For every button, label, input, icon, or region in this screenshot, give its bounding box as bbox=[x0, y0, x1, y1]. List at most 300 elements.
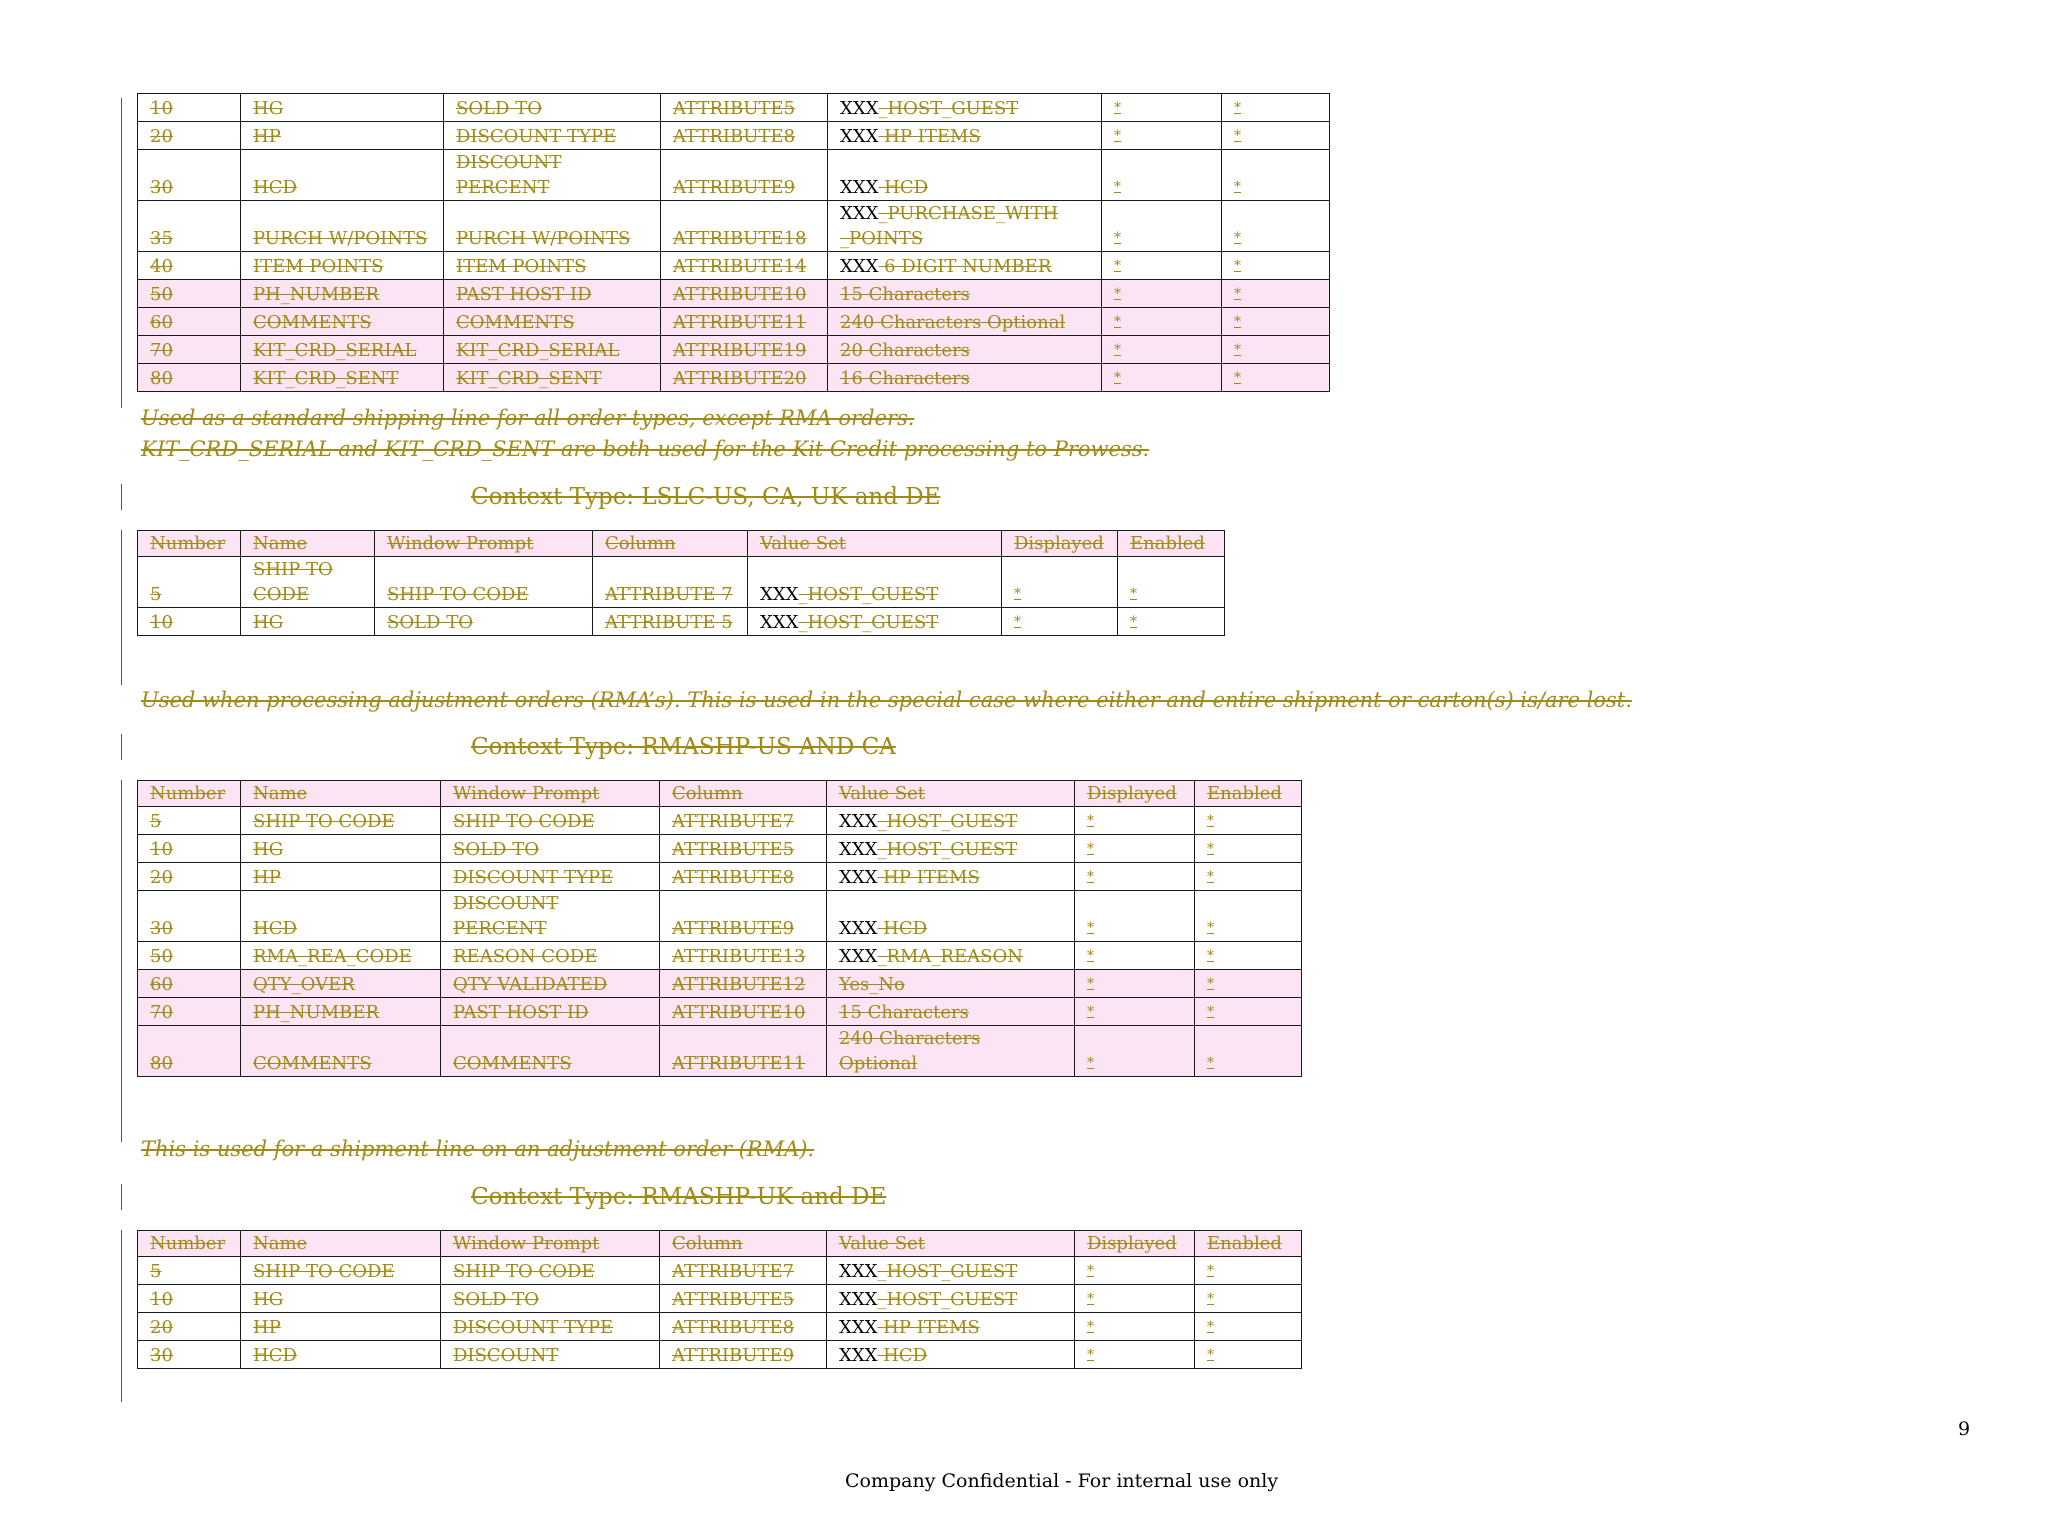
cell-enabled bbox=[1195, 891, 1302, 942]
cell-num bbox=[138, 280, 241, 308]
cell-enabled bbox=[1118, 557, 1225, 608]
table-row bbox=[138, 891, 1302, 942]
cell-vs bbox=[827, 970, 1075, 998]
cell-enabled bbox=[1222, 94, 1330, 122]
cell-value: PH_NUMBER bbox=[253, 1002, 380, 1023]
cell-value: 20 bbox=[150, 1317, 173, 1338]
table-row bbox=[138, 150, 1330, 201]
cell-vs bbox=[828, 364, 1102, 392]
change-bar bbox=[121, 1184, 122, 1210]
cell-value: DISCOUNT TYPE bbox=[453, 867, 614, 888]
cell-value: DISCOUNT PERCENT bbox=[456, 152, 562, 198]
value-set-prefix: XXX bbox=[840, 256, 879, 277]
cell-value: 30 bbox=[150, 177, 173, 198]
cell-value: REASON CODE bbox=[453, 946, 598, 967]
change-bar bbox=[121, 530, 122, 685]
displayed-flag: * bbox=[1087, 869, 1094, 885]
header-cell-disp bbox=[1075, 781, 1195, 807]
cell-value: ATTRIBUTE14 bbox=[673, 256, 807, 277]
change-bar bbox=[121, 98, 122, 408]
cell-value: ATTRIBUTE 7 bbox=[605, 584, 733, 605]
cell-value: 30 bbox=[150, 1345, 173, 1366]
table-row bbox=[138, 280, 1330, 308]
cell-prompt bbox=[444, 150, 661, 201]
header-cell-enabled bbox=[1195, 1231, 1302, 1257]
displayed-flag: * bbox=[1114, 342, 1121, 358]
cell-prompt bbox=[375, 557, 593, 608]
header-cell-enabled bbox=[1118, 531, 1225, 557]
cell-name bbox=[241, 942, 441, 970]
cell-value: PAST HOST ID bbox=[453, 1002, 589, 1023]
cell-prompt bbox=[441, 1313, 660, 1341]
cell-num bbox=[138, 122, 241, 150]
value-set: 6 DIGIT NUMBER bbox=[878, 256, 1052, 277]
cell-value: ATTRIBUTE12 bbox=[672, 974, 806, 995]
cell-disp bbox=[1002, 557, 1118, 608]
cell-name bbox=[241, 863, 441, 891]
enabled-flag: * bbox=[1234, 100, 1241, 116]
cell-disp bbox=[1102, 150, 1222, 201]
value-set-prefix: XXX bbox=[840, 98, 879, 119]
enabled-flag: * bbox=[1207, 1347, 1214, 1363]
table-row bbox=[138, 1026, 1302, 1077]
cell-name bbox=[241, 336, 444, 364]
cell-value: 10 bbox=[150, 612, 173, 633]
cell-enabled bbox=[1195, 1313, 1302, 1341]
cell-num bbox=[138, 891, 241, 942]
cell-value: HCD bbox=[253, 1345, 297, 1366]
context-type-heading: Context Type: LSLC-US, CA, UK and DE bbox=[471, 484, 941, 510]
cell-value: PURCH W/POINTS bbox=[456, 228, 631, 249]
cell-name bbox=[241, 252, 444, 280]
enabled-flag: * bbox=[1234, 179, 1241, 195]
cell-vs bbox=[828, 94, 1102, 122]
cell-column bbox=[660, 1257, 827, 1285]
table-header-row bbox=[138, 1231, 1302, 1257]
cell-value: ITEM POINTS bbox=[253, 256, 384, 277]
cell-num bbox=[138, 252, 241, 280]
header-label: Name bbox=[253, 533, 308, 554]
cell-disp bbox=[1102, 308, 1222, 336]
cell-disp bbox=[1002, 608, 1118, 636]
cell-column bbox=[661, 308, 828, 336]
cell-value: ATTRIBUTE18 bbox=[673, 228, 807, 249]
cell-value: 35 bbox=[150, 228, 173, 249]
value-set-prefix: XXX bbox=[839, 918, 878, 939]
cell-vs bbox=[828, 122, 1102, 150]
header-cell-name bbox=[241, 781, 441, 807]
cell-value: SOLD TO bbox=[453, 839, 539, 860]
cell-column bbox=[660, 998, 827, 1026]
cell-enabled bbox=[1118, 608, 1225, 636]
cell-value: 20 bbox=[150, 126, 173, 147]
cell-value: COMMENTS bbox=[453, 1053, 572, 1074]
header-label: Number bbox=[150, 783, 226, 804]
header-cell-name bbox=[241, 1231, 441, 1257]
cell-num bbox=[138, 1313, 241, 1341]
cell-disp bbox=[1075, 1341, 1195, 1369]
cell-column bbox=[661, 94, 828, 122]
cell-num bbox=[138, 150, 241, 201]
cell-disp bbox=[1102, 280, 1222, 308]
cell-value: ATTRIBUTE19 bbox=[673, 340, 807, 361]
enabled-flag: * bbox=[1234, 230, 1241, 246]
cell-name bbox=[241, 891, 441, 942]
cell-value: HP bbox=[253, 126, 281, 147]
enabled-flag: * bbox=[1234, 128, 1241, 144]
table-row bbox=[138, 364, 1330, 392]
cell-vs bbox=[827, 1026, 1075, 1077]
cell-prompt bbox=[441, 863, 660, 891]
table-header-row bbox=[138, 781, 1302, 807]
cell-value: KIT_CRD_SENT bbox=[253, 368, 399, 389]
change-bar bbox=[121, 1230, 122, 1402]
cell-disp bbox=[1102, 201, 1222, 252]
table-row bbox=[138, 1257, 1302, 1285]
value-set-prefix: XXX bbox=[839, 1261, 878, 1282]
cell-value: SHIP TO CODE bbox=[253, 559, 333, 605]
value-set: _HOST_GUEST bbox=[877, 839, 1018, 860]
cell-value: 60 bbox=[150, 974, 173, 995]
table-row bbox=[138, 557, 1225, 608]
cell-num bbox=[138, 1026, 241, 1077]
enabled-flag: * bbox=[1234, 342, 1241, 358]
displayed-flag: * bbox=[1087, 841, 1094, 857]
cell-value: KIT_CRD_SENT bbox=[456, 368, 602, 389]
header-label: Enabled bbox=[1130, 533, 1205, 554]
cell-vs bbox=[827, 942, 1075, 970]
cell-enabled bbox=[1222, 122, 1330, 150]
cell-disp bbox=[1102, 252, 1222, 280]
cell-vs bbox=[828, 201, 1102, 252]
cell-disp bbox=[1075, 1026, 1195, 1077]
cell-value: HCD bbox=[253, 918, 297, 939]
header-label: Value Set bbox=[839, 1233, 926, 1254]
value-set: HCD bbox=[877, 1345, 928, 1366]
header-label: Column bbox=[672, 1233, 743, 1254]
cell-vs bbox=[827, 1285, 1075, 1313]
cell-enabled bbox=[1222, 308, 1330, 336]
cell-vs bbox=[828, 252, 1102, 280]
cell-disp bbox=[1075, 835, 1195, 863]
header-cell-num bbox=[138, 781, 241, 807]
value-set: Yes_No bbox=[839, 974, 905, 995]
displayed-flag: * bbox=[1114, 179, 1121, 195]
cell-value: 50 bbox=[150, 284, 173, 305]
cell-value: 30 bbox=[150, 918, 173, 939]
value-set-prefix: XXX bbox=[839, 1317, 878, 1338]
cell-prompt bbox=[441, 1026, 660, 1077]
cell-prompt bbox=[441, 998, 660, 1026]
table-rmaship-us bbox=[137, 780, 1302, 1077]
cell-value: SOLD TO bbox=[453, 1289, 539, 1310]
table-row bbox=[138, 835, 1302, 863]
cell-value: QTY VALIDATED bbox=[453, 974, 608, 995]
table-row bbox=[138, 807, 1302, 835]
displayed-flag: * bbox=[1114, 100, 1121, 116]
cell-enabled bbox=[1222, 252, 1330, 280]
cell-column bbox=[660, 1285, 827, 1313]
cell-name bbox=[241, 280, 444, 308]
value-set-prefix: XXX bbox=[840, 126, 879, 147]
cell-vs bbox=[827, 891, 1075, 942]
value-set: _HOST_GUEST bbox=[798, 612, 939, 633]
displayed-flag: * bbox=[1114, 286, 1121, 302]
cell-enabled bbox=[1222, 280, 1330, 308]
cell-column bbox=[661, 150, 828, 201]
cell-disp bbox=[1102, 364, 1222, 392]
cell-enabled bbox=[1195, 807, 1302, 835]
enabled-flag: * bbox=[1234, 286, 1241, 302]
cell-enabled bbox=[1195, 1257, 1302, 1285]
cell-column bbox=[660, 807, 827, 835]
cell-column bbox=[661, 201, 828, 252]
table-row bbox=[138, 998, 1302, 1026]
cell-value: DISCOUNT TYPE bbox=[453, 1317, 614, 1338]
cell-value: 70 bbox=[150, 1002, 173, 1023]
cell-num bbox=[138, 201, 241, 252]
value-set: 20 Characters bbox=[840, 340, 970, 361]
cell-value: ATTRIBUTE5 bbox=[672, 1289, 795, 1310]
value-set-prefix: XXX bbox=[839, 867, 878, 888]
cell-disp bbox=[1075, 942, 1195, 970]
displayed-flag: * bbox=[1114, 258, 1121, 274]
cell-num bbox=[138, 1341, 241, 1369]
cell-vs bbox=[827, 1257, 1075, 1285]
cell-num bbox=[138, 970, 241, 998]
cell-vs bbox=[828, 308, 1102, 336]
cell-num bbox=[138, 557, 241, 608]
cell-value: 70 bbox=[150, 340, 173, 361]
displayed-flag: * bbox=[1087, 976, 1094, 992]
cell-disp bbox=[1102, 122, 1222, 150]
enabled-flag: * bbox=[1207, 813, 1214, 829]
displayed-flag: * bbox=[1087, 1004, 1094, 1020]
header-cell-prompt bbox=[375, 531, 593, 557]
change-bar bbox=[121, 780, 122, 1142]
table-row bbox=[138, 201, 1330, 252]
value-set-prefix: XXX bbox=[839, 811, 878, 832]
header-cell-num bbox=[138, 531, 241, 557]
cell-value: ATTRIBUTE7 bbox=[672, 811, 795, 832]
table-row bbox=[138, 94, 1330, 122]
cell-value: DISCOUNT PERCENT bbox=[453, 893, 559, 939]
value-set-prefix: XXX bbox=[839, 1345, 878, 1366]
table-row bbox=[138, 1341, 1302, 1369]
header-cell-enabled bbox=[1195, 781, 1302, 807]
cell-value: SOLD TO bbox=[387, 612, 473, 633]
cell-value: 5 bbox=[150, 811, 162, 832]
cell-value: RMA_REA_CODE bbox=[253, 946, 412, 967]
cell-value: PAST HOST ID bbox=[456, 284, 592, 305]
value-set: HCD bbox=[877, 918, 928, 939]
header-label: Enabled bbox=[1207, 783, 1282, 804]
value-set-prefix: XXX bbox=[839, 1289, 878, 1310]
usage-note: Used as a standard shipping line for all order types, except RMA orders. bbox=[141, 406, 915, 430]
cell-value: SHIP TO CODE bbox=[453, 811, 595, 832]
cell-disp bbox=[1102, 94, 1222, 122]
header-cell-prompt bbox=[441, 1231, 660, 1257]
cell-value: 80 bbox=[150, 368, 173, 389]
cell-value: 10 bbox=[150, 98, 173, 119]
cell-value: ATTRIBUTE10 bbox=[673, 284, 807, 305]
cell-name bbox=[241, 1285, 441, 1313]
header-cell-num bbox=[138, 1231, 241, 1257]
cell-name bbox=[241, 1313, 441, 1341]
enabled-flag: * bbox=[1207, 869, 1214, 885]
cell-name bbox=[241, 150, 444, 201]
enabled-flag: * bbox=[1130, 586, 1137, 602]
cell-value: SHIP TO CODE bbox=[387, 584, 529, 605]
cell-num bbox=[138, 863, 241, 891]
enabled-flag: * bbox=[1207, 1263, 1214, 1279]
usage-note: Used when processing adjustment orders (RMA’s). This is used in the special case where either and entire shipment or carton(s) is/are lost. bbox=[141, 688, 1632, 712]
header-cell-vs bbox=[827, 1231, 1075, 1257]
table-header-row bbox=[138, 531, 1225, 557]
cell-enabled bbox=[1195, 1026, 1302, 1077]
displayed-flag: * bbox=[1114, 314, 1121, 330]
cell-disp bbox=[1075, 1257, 1195, 1285]
cell-prompt bbox=[441, 835, 660, 863]
value-set: HP ITEMS bbox=[877, 1317, 980, 1338]
cell-enabled bbox=[1222, 201, 1330, 252]
cell-value: QTY_OVER bbox=[253, 974, 355, 995]
cell-num bbox=[138, 1285, 241, 1313]
header-label: Column bbox=[672, 783, 743, 804]
cell-prompt bbox=[441, 807, 660, 835]
header-label: Number bbox=[150, 1233, 226, 1254]
cell-value: HG bbox=[253, 1289, 284, 1310]
cell-value: HG bbox=[253, 839, 284, 860]
value-set: _RMA_REASON bbox=[877, 946, 1023, 967]
value-set: HCD bbox=[878, 177, 929, 198]
displayed-flag: * bbox=[1114, 370, 1121, 386]
cell-prompt bbox=[444, 122, 661, 150]
cell-value: ATTRIBUTE11 bbox=[672, 1053, 806, 1074]
table-rmaship-uk bbox=[137, 1230, 1302, 1369]
value-set-prefix: XXX bbox=[840, 203, 879, 224]
change-bar bbox=[121, 484, 122, 510]
cell-prompt bbox=[444, 364, 661, 392]
cell-num bbox=[138, 807, 241, 835]
cell-value: ATTRIBUTE5 bbox=[673, 98, 796, 119]
cell-enabled bbox=[1195, 998, 1302, 1026]
enabled-flag: * bbox=[1207, 920, 1214, 936]
page-number: 9 bbox=[1958, 1418, 1971, 1440]
cell-disp bbox=[1075, 807, 1195, 835]
cell-value: ATTRIBUTE8 bbox=[673, 126, 796, 147]
cell-disp bbox=[1075, 863, 1195, 891]
table-lslc bbox=[137, 530, 1225, 636]
cell-prompt bbox=[444, 252, 661, 280]
enabled-flag: * bbox=[1207, 1319, 1214, 1335]
cell-value: ATTRIBUTE8 bbox=[672, 1317, 795, 1338]
cell-vs bbox=[827, 1341, 1075, 1369]
value-set: _HOST_GUEST bbox=[877, 1289, 1018, 1310]
table-row bbox=[138, 970, 1302, 998]
header-cell-column bbox=[660, 781, 827, 807]
cell-vs bbox=[828, 150, 1102, 201]
cell-column bbox=[661, 252, 828, 280]
cell-value: HP bbox=[253, 867, 281, 888]
header-label: Column bbox=[605, 533, 676, 554]
cell-prompt bbox=[441, 1257, 660, 1285]
cell-num bbox=[138, 364, 241, 392]
cell-prompt bbox=[444, 94, 661, 122]
displayed-flag: * bbox=[1087, 1347, 1094, 1363]
value-set: 15 Characters bbox=[840, 284, 970, 305]
cell-value: ATTRIBUTE5 bbox=[672, 839, 795, 860]
cell-enabled bbox=[1195, 1285, 1302, 1313]
value-set: HP ITEMS bbox=[878, 126, 981, 147]
cell-vs bbox=[827, 863, 1075, 891]
header-cell-prompt bbox=[441, 781, 660, 807]
value-set-prefix: XXX bbox=[760, 612, 799, 633]
table-row bbox=[138, 1313, 1302, 1341]
header-label: Value Set bbox=[839, 783, 926, 804]
change-bar bbox=[121, 734, 122, 760]
cell-value: SHIP TO CODE bbox=[253, 811, 395, 832]
cell-disp bbox=[1075, 891, 1195, 942]
cell-value: KIT_CRD_SERIAL bbox=[456, 340, 620, 361]
header-label: Number bbox=[150, 533, 226, 554]
table-continuation bbox=[137, 93, 1330, 392]
usage-note: KIT_CRD_SERIAL and KIT_CRD_SENT are both used for the Kit Credit processing to Prowess. bbox=[141, 437, 1150, 461]
cell-enabled bbox=[1195, 942, 1302, 970]
cell-num bbox=[138, 998, 241, 1026]
cell-num bbox=[138, 942, 241, 970]
cell-enabled bbox=[1195, 1341, 1302, 1369]
cell-value: ATTRIBUTE9 bbox=[673, 177, 796, 198]
value-set: 240 Characters Optional bbox=[839, 1028, 981, 1074]
cell-name bbox=[241, 122, 444, 150]
enabled-flag: * bbox=[1234, 370, 1241, 386]
header-label: Enabled bbox=[1207, 1233, 1282, 1254]
cell-name bbox=[241, 835, 441, 863]
displayed-flag: * bbox=[1087, 1263, 1094, 1279]
cell-value: ATTRIBUTE8 bbox=[672, 867, 795, 888]
value-set: _HOST_GUEST bbox=[798, 584, 939, 605]
value-set-prefix: XXX bbox=[839, 839, 878, 860]
cell-value: 50 bbox=[150, 946, 173, 967]
cell-column bbox=[660, 835, 827, 863]
cell-enabled bbox=[1195, 835, 1302, 863]
value-set: _HOST_GUEST bbox=[878, 98, 1019, 119]
cell-column bbox=[660, 1026, 827, 1077]
displayed-flag: * bbox=[1087, 813, 1094, 829]
cell-column bbox=[593, 608, 748, 636]
value-set-prefix: XXX bbox=[839, 946, 878, 967]
table-row bbox=[138, 336, 1330, 364]
cell-name bbox=[241, 557, 375, 608]
displayed-flag: * bbox=[1087, 1291, 1094, 1307]
cell-prompt bbox=[444, 280, 661, 308]
value-set: _HOST_GUEST bbox=[877, 811, 1018, 832]
cell-num bbox=[138, 1257, 241, 1285]
displayed-flag: * bbox=[1014, 614, 1021, 630]
cell-name bbox=[241, 1257, 441, 1285]
header-cell-column bbox=[593, 531, 748, 557]
cell-name bbox=[241, 807, 441, 835]
cell-column bbox=[660, 1313, 827, 1341]
displayed-flag: * bbox=[1114, 128, 1121, 144]
cell-name bbox=[241, 364, 444, 392]
cell-vs bbox=[828, 280, 1102, 308]
cell-vs bbox=[827, 1313, 1075, 1341]
displayed-flag: * bbox=[1087, 920, 1094, 936]
cell-column bbox=[660, 970, 827, 998]
cell-vs bbox=[748, 557, 1002, 608]
